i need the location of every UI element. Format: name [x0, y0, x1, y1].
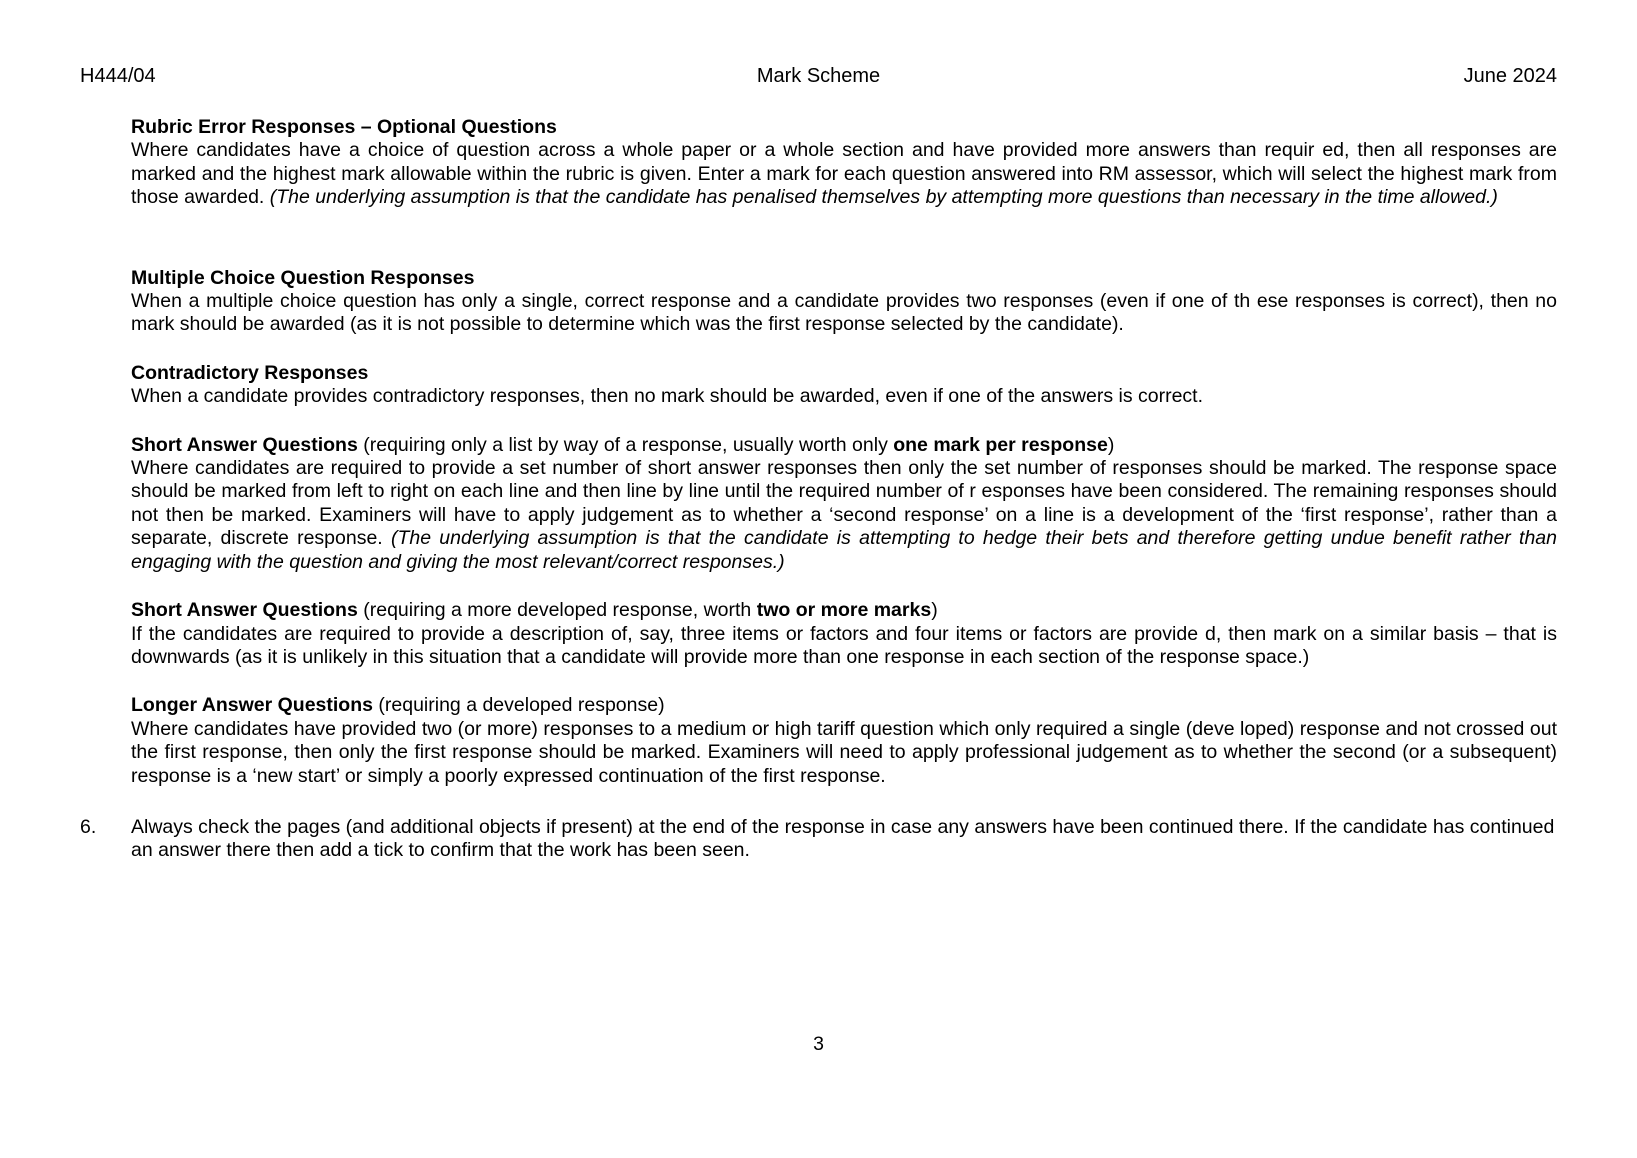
- section-heading: [131, 116, 1557, 139]
- item-text: Always check the pages (and additional objects if present) at the end of the response in case any answers have been continued there. If the candidate has continued an answer there then add a tick to confirm that the work has been seen.: [131, 815, 1555, 862]
- text-segment: Where candidates have provided two (or more) responses to a medium or high tariff question which only required a single (deve loped) response and not crossed out the first response, then only the first response should be marked. Examiners will need to apply professional judgement as to whether the second (or a subsequent) response is a ‘new start’ or simply a poorly expressed continuation of the first response.: [131, 717, 1557, 787]
- text-segment: Short Answer Questions: [131, 599, 358, 622]
- section-paragraph: [131, 290, 1557, 337]
- section-short-answer-questions-list: [131, 434, 1557, 574]
- section-heading: [131, 267, 1557, 290]
- section-paragraph: [131, 718, 1557, 788]
- section-short-answer-questions-developed: [131, 599, 1557, 669]
- text-segment: Where candidates are required to provide a set number of short answer responses then only the set number of responses should be marked. The response space should be marked from left to right on each line and then line by line until the required number of r esponses have been considered. The remaining responses should not then be marked. Examiners will have to apply judgement as to whether a ‘second response’ on a line is a development of the ‘first response’, rather than a separate, discrete response.: [131, 457, 1557, 550]
- section-rubric-error-responses: [131, 116, 1557, 210]
- text-segment: (The underlying assumption is that the candidate has penalised themselves by attempting more questions than necessary in the time allowed.): [269, 186, 1498, 209]
- document-sections: [131, 116, 1557, 788]
- text-segment: Short Answer Questions: [131, 433, 358, 456]
- section-heading: [131, 694, 1557, 717]
- section-heading: [131, 362, 1557, 385]
- section-contradictory-responses: [131, 362, 1557, 409]
- section-paragraph: [131, 623, 1557, 670]
- section-longer-answer-questions: [131, 694, 1557, 788]
- section-paragraph: [131, 139, 1557, 209]
- document-header: [80, 64, 1557, 88]
- text-segment: ): [931, 599, 938, 622]
- section-paragraph: [131, 457, 1557, 574]
- section-multiple-choice-question-responses: [131, 267, 1557, 337]
- text-segment: Where candidates have a choice of question across a whole paper or a whole section and have provided more answers than requir ed, then all responses are marked and the highest mark allowable within the rubric is given. Enter a mark for each question answered into RM assessor, which will select the highest mark from those awarded.: [131, 139, 1557, 209]
- text-segment: one mark per response: [893, 433, 1108, 456]
- text-segment: two or more marks: [756, 599, 932, 622]
- text-segment: Longer Answer Questions: [131, 694, 373, 717]
- section-heading: [131, 434, 1557, 457]
- header-session-date: June 2024: [1463, 65, 1557, 87]
- text-segment: When a candidate provides contradictory responses, then no mark should be awarded, even if one of the answers is correct.: [131, 385, 1204, 408]
- header-paper-code: H444/04: [80, 65, 156, 87]
- page-number: 3: [813, 1033, 824, 1055]
- item-number: 6.: [80, 815, 97, 838]
- text-segment: When a multiple choice question has only a single, correct response and a candidate provides two responses (even if one of th ese responses is correct), then no mark should be awarded (as it is not possible to determine which was the first response selected by the candidate).: [131, 290, 1557, 336]
- text-segment: (The underlying assumption is that the candidate is attempting to hedge their bets and therefore getting undue benefit rather than engaging with the question and giving the most relevant/correct responses.): [131, 527, 1557, 573]
- text-segment: (requiring only a list by way of a response, usually worth only: [357, 433, 894, 456]
- document-content: [80, 116, 1557, 863]
- section-heading: [131, 599, 1557, 622]
- text-segment: If the candidates are required to provide a description of, say, three items or factors and four items or factors are provide d, then mark on a similar basis – that is downwards (as it is unlikely in this situation that a candidate will provide more than one response in each section of the response space.): [131, 622, 1557, 668]
- header-document-title: Mark Scheme: [756, 65, 881, 87]
- text-segment: (requiring a more developed response, worth: [357, 599, 757, 622]
- section-paragraph: [131, 385, 1557, 408]
- text-segment: Multiple Choice Question Responses: [131, 266, 475, 289]
- text-segment: (requiring a developed response): [372, 694, 665, 717]
- text-segment: Contradictory Responses: [131, 361, 369, 384]
- numbered-item-6: [80, 815, 1557, 863]
- text-segment: Rubric Error Responses – Optional Questions: [131, 116, 557, 138]
- text-segment: ): [1107, 433, 1115, 456]
